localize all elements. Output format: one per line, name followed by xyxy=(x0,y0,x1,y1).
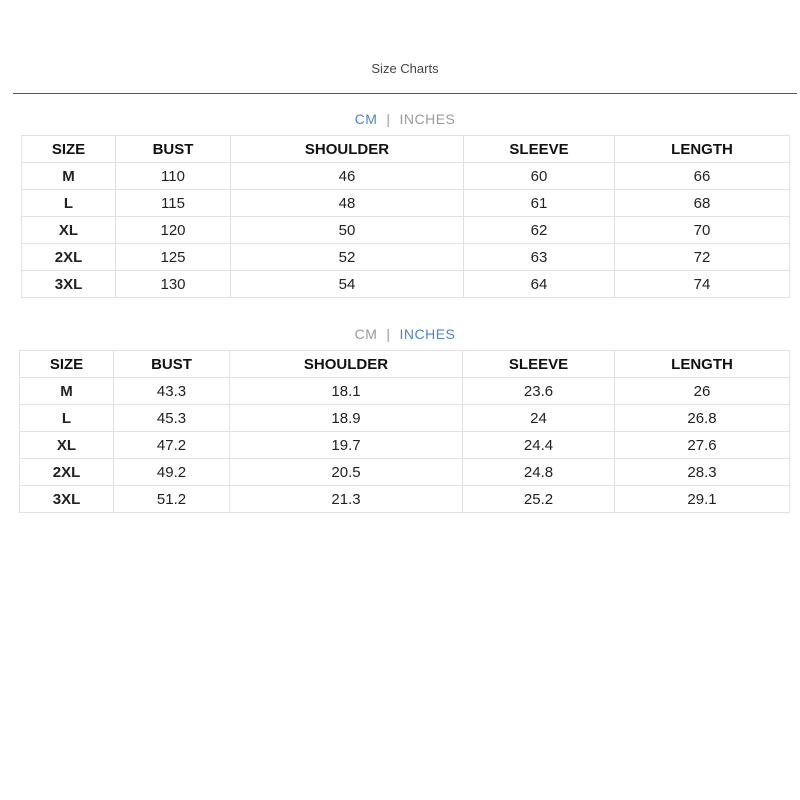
unit-toggle-inches-section xyxy=(0,326,800,342)
size-cell: XL xyxy=(22,217,116,244)
title-divider xyxy=(13,93,797,94)
header-size: SIZE xyxy=(22,136,116,163)
length-cell: 26 xyxy=(615,378,790,405)
unit-separator: | xyxy=(386,111,391,127)
bust-cell: 115 xyxy=(116,190,231,217)
size-cell: XL xyxy=(20,432,114,459)
length-cell: 74 xyxy=(615,271,790,298)
header-shoulder: SHOULDER xyxy=(230,351,463,378)
size-cell: 3XL xyxy=(20,486,114,513)
sleeve-cell: 63 xyxy=(464,244,615,271)
table-row xyxy=(22,163,790,190)
size-cell: 3XL xyxy=(22,271,116,298)
bust-cell: 47.2 xyxy=(114,432,230,459)
sleeve-cell: 62 xyxy=(464,217,615,244)
size-cell: 2XL xyxy=(20,459,114,486)
sleeve-cell: 24.4 xyxy=(463,432,615,459)
shoulder-cell: 21.3 xyxy=(230,486,463,513)
length-cell: 29.1 xyxy=(615,486,790,513)
bust-cell: 125 xyxy=(116,244,231,271)
size-cell: L xyxy=(20,405,114,432)
unit-toggle-cm-section xyxy=(0,111,800,127)
size-cell: M xyxy=(20,378,114,405)
page-title: Size Charts xyxy=(371,61,439,76)
header-size: SIZE xyxy=(20,351,114,378)
length-cell: 26.8 xyxy=(615,405,790,432)
sleeve-cell: 64 xyxy=(464,271,615,298)
bust-cell: 45.3 xyxy=(114,405,230,432)
shoulder-cell: 18.9 xyxy=(230,405,463,432)
unit-separator: | xyxy=(386,326,391,342)
shoulder-cell: 50 xyxy=(231,217,464,244)
header-length: LENGTH xyxy=(615,351,790,378)
length-cell: 28.3 xyxy=(615,459,790,486)
unit-option-cm[interactable]: CM xyxy=(354,326,378,342)
size-cell: L xyxy=(22,190,116,217)
header-bust: BUST xyxy=(114,351,230,378)
bust-cell: 130 xyxy=(116,271,231,298)
length-cell: 66 xyxy=(615,163,790,190)
table-header-row xyxy=(22,136,790,163)
table-row xyxy=(22,190,790,217)
length-cell: 70 xyxy=(615,217,790,244)
bust-cell: 43.3 xyxy=(114,378,230,405)
length-cell: 72 xyxy=(615,244,790,271)
shoulder-cell: 19.7 xyxy=(230,432,463,459)
sleeve-cell: 61 xyxy=(464,190,615,217)
sleeve-cell: 25.2 xyxy=(463,486,615,513)
table-row xyxy=(20,486,790,513)
sleeve-cell: 24 xyxy=(463,405,615,432)
bust-cell: 51.2 xyxy=(114,486,230,513)
shoulder-cell: 54 xyxy=(231,271,464,298)
table-row xyxy=(22,271,790,298)
unit-option-inches[interactable]: INCHES xyxy=(399,111,456,127)
unit-option-inches[interactable]: INCHES xyxy=(399,326,456,342)
bust-cell: 120 xyxy=(116,217,231,244)
table-row xyxy=(20,405,790,432)
table-row xyxy=(20,378,790,405)
size-table-inches xyxy=(19,350,790,513)
sleeve-cell: 23.6 xyxy=(463,378,615,405)
length-cell: 27.6 xyxy=(615,432,790,459)
size-cell: M xyxy=(22,163,116,190)
unit-option-cm[interactable]: CM xyxy=(354,111,378,127)
header-shoulder: SHOULDER xyxy=(231,136,464,163)
length-cell: 68 xyxy=(615,190,790,217)
sleeve-cell: 60 xyxy=(464,163,615,190)
shoulder-cell: 46 xyxy=(231,163,464,190)
header-sleeve: SLEEVE xyxy=(463,351,615,378)
table-row xyxy=(20,432,790,459)
header-sleeve: SLEEVE xyxy=(464,136,615,163)
shoulder-cell: 20.5 xyxy=(230,459,463,486)
shoulder-cell: 18.1 xyxy=(230,378,463,405)
bust-cell: 110 xyxy=(116,163,231,190)
size-table-cm xyxy=(21,135,790,298)
bust-cell: 49.2 xyxy=(114,459,230,486)
table-row xyxy=(22,217,790,244)
table-header-row xyxy=(20,351,790,378)
shoulder-cell: 48 xyxy=(231,190,464,217)
sleeve-cell: 24.8 xyxy=(463,459,615,486)
shoulder-cell: 52 xyxy=(231,244,464,271)
table-row xyxy=(22,244,790,271)
size-cell: 2XL xyxy=(22,244,116,271)
header-bust: BUST xyxy=(116,136,231,163)
header-length: LENGTH xyxy=(615,136,790,163)
table-row xyxy=(20,459,790,486)
